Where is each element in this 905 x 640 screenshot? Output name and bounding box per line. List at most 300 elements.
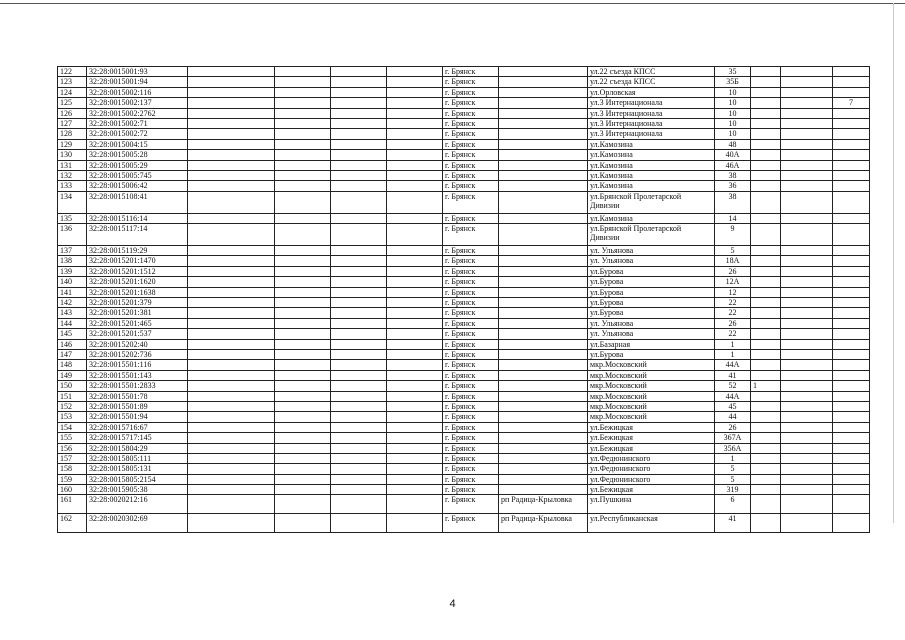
house-number-cell: 26 bbox=[715, 318, 751, 328]
row-number-cell: 152 bbox=[58, 401, 87, 411]
extra-cell bbox=[833, 108, 870, 118]
empty-cell bbox=[188, 213, 275, 223]
extra-cell bbox=[833, 77, 870, 87]
row-number-cell: 130 bbox=[58, 150, 87, 160]
row-number-cell: 128 bbox=[58, 129, 87, 139]
city-cell: г. Брянск bbox=[443, 287, 499, 297]
empty-cell bbox=[275, 118, 331, 128]
empty-cell bbox=[331, 298, 387, 308]
empty-cell bbox=[188, 412, 275, 422]
empty-cell bbox=[387, 98, 443, 108]
extra-cell bbox=[751, 485, 781, 495]
empty-cell bbox=[387, 108, 443, 118]
city-cell: г. Брянск bbox=[443, 318, 499, 328]
table-row bbox=[58, 224, 870, 246]
house-number-cell: 5 bbox=[715, 474, 751, 484]
locality-cell bbox=[499, 474, 588, 484]
empty-cell bbox=[275, 108, 331, 118]
locality-cell bbox=[499, 287, 588, 297]
house-number-cell: 41 bbox=[715, 514, 751, 533]
empty-cell bbox=[275, 453, 331, 463]
empty-cell bbox=[781, 139, 833, 149]
empty-cell bbox=[275, 381, 331, 391]
street-cell: мкр.Московский bbox=[588, 391, 715, 401]
empty-cell bbox=[387, 360, 443, 370]
empty-cell bbox=[275, 308, 331, 318]
empty-cell bbox=[387, 443, 443, 453]
cadastral-number-cell: 32:28:0015804:29 bbox=[87, 443, 188, 453]
empty-cell bbox=[188, 308, 275, 318]
empty-cell bbox=[331, 160, 387, 170]
house-number-cell: 40А bbox=[715, 150, 751, 160]
city-cell: г. Брянск bbox=[443, 443, 499, 453]
street-cell: ул.Бурова bbox=[588, 287, 715, 297]
empty-cell bbox=[275, 401, 331, 411]
extra-cell bbox=[751, 129, 781, 139]
cadastral-number-cell: 32:28:0015201:379 bbox=[87, 298, 188, 308]
locality-cell bbox=[499, 266, 588, 276]
city-cell: г. Брянск bbox=[443, 381, 499, 391]
extra-cell bbox=[833, 129, 870, 139]
table-row bbox=[58, 360, 870, 370]
house-number-cell: 18А bbox=[715, 256, 751, 266]
empty-cell bbox=[331, 453, 387, 463]
locality-cell bbox=[499, 360, 588, 370]
empty-cell bbox=[275, 170, 331, 180]
extra-cell bbox=[833, 213, 870, 223]
city-cell: г. Брянск bbox=[443, 422, 499, 432]
street-cell: ул.Камозина bbox=[588, 213, 715, 223]
page-number: 4 bbox=[449, 598, 456, 610]
empty-cell bbox=[331, 213, 387, 223]
city-cell: г. Брянск bbox=[443, 349, 499, 359]
row-number-cell: 143 bbox=[58, 308, 87, 318]
city-cell: г. Брянск bbox=[443, 277, 499, 287]
empty-cell bbox=[781, 298, 833, 308]
extra-cell bbox=[751, 98, 781, 108]
empty-cell bbox=[387, 433, 443, 443]
house-number-cell: 26 bbox=[715, 266, 751, 276]
empty-cell bbox=[781, 129, 833, 139]
empty-cell bbox=[188, 277, 275, 287]
empty-cell bbox=[188, 464, 275, 474]
row-number-cell: 138 bbox=[58, 256, 87, 266]
table-row bbox=[58, 108, 870, 118]
extra-cell bbox=[833, 318, 870, 328]
empty-cell bbox=[275, 339, 331, 349]
cadastral-number-cell: 32:28:0015002:72 bbox=[87, 129, 188, 139]
table-row bbox=[58, 433, 870, 443]
empty-cell bbox=[331, 514, 387, 533]
row-number-cell: 149 bbox=[58, 370, 87, 380]
street-cell: ул.Камозина bbox=[588, 150, 715, 160]
street-cell: мкр.Московский bbox=[588, 370, 715, 380]
street-cell: ул.Бежицкая bbox=[588, 422, 715, 432]
row-number-cell: 137 bbox=[58, 246, 87, 256]
house-number-cell: 44А bbox=[715, 391, 751, 401]
street-cell: ул.3 Интернационала bbox=[588, 98, 715, 108]
cadastral-number-cell: 32:28:0015117:14 bbox=[87, 224, 188, 246]
empty-cell bbox=[331, 495, 387, 514]
empty-cell bbox=[188, 318, 275, 328]
row-number-cell: 140 bbox=[58, 277, 87, 287]
extra-cell bbox=[751, 108, 781, 118]
table-body bbox=[58, 67, 870, 533]
empty-cell bbox=[331, 422, 387, 432]
city-cell: г. Брянск bbox=[443, 170, 499, 180]
empty-cell bbox=[781, 495, 833, 514]
empty-cell bbox=[387, 246, 443, 256]
row-number-cell: 122 bbox=[58, 67, 87, 77]
empty-cell bbox=[331, 443, 387, 453]
extra-cell bbox=[751, 433, 781, 443]
extra-cell bbox=[751, 370, 781, 380]
house-number-cell: 14 bbox=[715, 213, 751, 223]
house-number-cell: 22 bbox=[715, 308, 751, 318]
table-row bbox=[58, 139, 870, 149]
street-cell: ул.Бурова bbox=[588, 349, 715, 359]
city-cell: г. Брянск bbox=[443, 266, 499, 276]
locality-cell bbox=[499, 77, 588, 87]
empty-cell bbox=[331, 474, 387, 484]
table-row bbox=[58, 287, 870, 297]
empty-cell bbox=[331, 433, 387, 443]
empty-cell bbox=[331, 329, 387, 339]
empty-cell bbox=[781, 191, 833, 213]
empty-cell bbox=[781, 160, 833, 170]
cadastral-number-cell: 32:28:0015005:745 bbox=[87, 170, 188, 180]
extra-cell bbox=[833, 181, 870, 191]
cadastral-number-cell: 32:28:0015717:145 bbox=[87, 433, 188, 443]
cadastral-number-cell: 32:28:0015201:1512 bbox=[87, 266, 188, 276]
extra-cell bbox=[751, 360, 781, 370]
empty-cell bbox=[275, 443, 331, 453]
table-row bbox=[58, 67, 870, 77]
row-number-cell: 124 bbox=[58, 87, 87, 97]
extra-cell bbox=[751, 308, 781, 318]
empty-cell bbox=[188, 495, 275, 514]
empty-cell bbox=[331, 77, 387, 87]
street-cell: ул. Ульянова bbox=[588, 329, 715, 339]
empty-cell bbox=[387, 349, 443, 359]
empty-cell bbox=[781, 474, 833, 484]
locality-cell bbox=[499, 98, 588, 108]
house-number-cell: 10 bbox=[715, 118, 751, 128]
row-number-cell: 126 bbox=[58, 108, 87, 118]
extra-cell bbox=[833, 485, 870, 495]
locality-cell bbox=[499, 308, 588, 318]
empty-cell bbox=[275, 181, 331, 191]
locality-cell bbox=[499, 381, 588, 391]
table-row bbox=[58, 412, 870, 422]
locality-cell bbox=[499, 160, 588, 170]
city-cell: г. Брянск bbox=[443, 213, 499, 223]
street-cell: ул.22 съезда КПСС bbox=[588, 77, 715, 87]
locality-cell bbox=[499, 485, 588, 495]
locality-cell bbox=[499, 370, 588, 380]
empty-cell bbox=[781, 287, 833, 297]
row-number-cell: 157 bbox=[58, 453, 87, 463]
city-cell: г. Брянск bbox=[443, 339, 499, 349]
house-number-cell: 356А bbox=[715, 443, 751, 453]
extra-cell bbox=[833, 287, 870, 297]
empty-cell bbox=[275, 67, 331, 77]
cadastral-number-cell: 32:28:0015002:2762 bbox=[87, 108, 188, 118]
empty-cell bbox=[275, 360, 331, 370]
empty-cell bbox=[275, 349, 331, 359]
empty-cell bbox=[781, 485, 833, 495]
house-number-cell: 44 bbox=[715, 412, 751, 422]
empty-cell bbox=[275, 495, 331, 514]
empty-cell bbox=[331, 98, 387, 108]
empty-cell bbox=[188, 433, 275, 443]
cadastral-number-cell: 32:28:0015501:143 bbox=[87, 370, 188, 380]
empty-cell bbox=[331, 339, 387, 349]
empty-cell bbox=[275, 129, 331, 139]
empty-cell bbox=[387, 308, 443, 318]
top-border-line bbox=[0, 3, 905, 4]
extra-cell bbox=[751, 422, 781, 432]
street-cell: ул.Федюнинского bbox=[588, 474, 715, 484]
extra-cell bbox=[833, 329, 870, 339]
locality-cell bbox=[499, 108, 588, 118]
empty-cell bbox=[387, 422, 443, 432]
extra-cell bbox=[751, 443, 781, 453]
empty-cell bbox=[331, 318, 387, 328]
extra-cell bbox=[751, 224, 781, 246]
empty-cell bbox=[331, 170, 387, 180]
empty-cell bbox=[331, 139, 387, 149]
city-cell: г. Брянск bbox=[443, 224, 499, 246]
locality-cell bbox=[499, 318, 588, 328]
cadastral-number-cell: 32:28:0020212:16 bbox=[87, 495, 188, 514]
table-row bbox=[58, 453, 870, 463]
cadastral-number-cell: 32:28:0015006:42 bbox=[87, 181, 188, 191]
street-cell: ул.3 Интернационала bbox=[588, 129, 715, 139]
empty-cell bbox=[275, 150, 331, 160]
extra-cell bbox=[833, 339, 870, 349]
house-number-cell: 12 bbox=[715, 287, 751, 297]
empty-cell bbox=[781, 87, 833, 97]
empty-cell bbox=[275, 329, 331, 339]
street-cell: мкр.Московский bbox=[588, 381, 715, 391]
empty-cell bbox=[275, 433, 331, 443]
extra-cell bbox=[751, 170, 781, 180]
street-cell: ул. Ульянова bbox=[588, 256, 715, 266]
table-row bbox=[58, 77, 870, 87]
extra-cell bbox=[833, 464, 870, 474]
empty-cell bbox=[275, 160, 331, 170]
extra-cell bbox=[833, 370, 870, 380]
empty-cell bbox=[387, 298, 443, 308]
row-number-cell: 151 bbox=[58, 391, 87, 401]
empty-cell bbox=[387, 412, 443, 422]
empty-cell bbox=[188, 443, 275, 453]
table-row bbox=[58, 391, 870, 401]
empty-cell bbox=[331, 191, 387, 213]
row-number-cell: 147 bbox=[58, 349, 87, 359]
extra-cell bbox=[751, 474, 781, 484]
right-scan-edge bbox=[893, 3, 894, 523]
row-number-cell: 129 bbox=[58, 139, 87, 149]
row-number-cell: 127 bbox=[58, 118, 87, 128]
city-cell: г. Брянск bbox=[443, 98, 499, 108]
cadastral-number-cell: 32:28:0015201:381 bbox=[87, 308, 188, 318]
empty-cell bbox=[331, 401, 387, 411]
empty-cell bbox=[188, 181, 275, 191]
city-cell: г. Брянск bbox=[443, 191, 499, 213]
empty-cell bbox=[275, 318, 331, 328]
empty-cell bbox=[331, 485, 387, 495]
cadastral-number-cell: 32:28:0015805:2154 bbox=[87, 474, 188, 484]
house-number-cell: 367А bbox=[715, 433, 751, 443]
city-cell: г. Брянск bbox=[443, 246, 499, 256]
empty-cell bbox=[387, 329, 443, 339]
empty-cell bbox=[387, 77, 443, 87]
street-cell: ул.Бурова bbox=[588, 298, 715, 308]
empty-cell bbox=[781, 360, 833, 370]
empty-cell bbox=[331, 224, 387, 246]
cadastral-number-cell: 32:28:0015501:89 bbox=[87, 401, 188, 411]
city-cell: г. Брянск bbox=[443, 87, 499, 97]
row-number-cell: 154 bbox=[58, 422, 87, 432]
cadastral-number-cell: 32:28:0015501:2833 bbox=[87, 381, 188, 391]
extra-cell bbox=[751, 318, 781, 328]
extra-cell bbox=[751, 349, 781, 359]
empty-cell bbox=[331, 370, 387, 380]
locality-cell bbox=[499, 139, 588, 149]
row-number-cell: 158 bbox=[58, 464, 87, 474]
extra-cell bbox=[751, 453, 781, 463]
street-cell: ул.Бурова bbox=[588, 266, 715, 276]
locality-cell bbox=[499, 181, 588, 191]
cadastral-number-cell: 32:28:0015201:465 bbox=[87, 318, 188, 328]
empty-cell bbox=[188, 170, 275, 180]
cadastral-number-cell: 32:28:0015001:93 bbox=[87, 67, 188, 77]
empty-cell bbox=[188, 287, 275, 297]
empty-cell bbox=[387, 191, 443, 213]
extra-cell bbox=[833, 514, 870, 533]
cadastral-number-cell: 32:28:0015905:38 bbox=[87, 485, 188, 495]
empty-cell bbox=[331, 129, 387, 139]
locality-cell bbox=[499, 224, 588, 246]
locality-cell bbox=[499, 433, 588, 443]
street-cell: ул.Базарная bbox=[588, 339, 715, 349]
table-row bbox=[58, 485, 870, 495]
city-cell: г. Брянск bbox=[443, 329, 499, 339]
empty-cell bbox=[387, 277, 443, 287]
extra-cell bbox=[833, 150, 870, 160]
row-number-cell: 132 bbox=[58, 170, 87, 180]
empty-cell bbox=[188, 514, 275, 533]
empty-cell bbox=[275, 514, 331, 533]
empty-cell bbox=[188, 474, 275, 484]
extra-cell bbox=[833, 495, 870, 514]
row-number-cell: 156 bbox=[58, 443, 87, 453]
locality-cell bbox=[499, 67, 588, 77]
street-cell: ул.Орловская bbox=[588, 87, 715, 97]
row-number-cell: 161 bbox=[58, 495, 87, 514]
empty-cell bbox=[781, 277, 833, 287]
row-number-cell: 148 bbox=[58, 360, 87, 370]
empty-cell bbox=[275, 485, 331, 495]
empty-cell bbox=[387, 318, 443, 328]
table-row bbox=[58, 514, 870, 533]
empty-cell bbox=[188, 87, 275, 97]
house-number-cell: 22 bbox=[715, 329, 751, 339]
city-cell: г. Брянск bbox=[443, 108, 499, 118]
extra-cell bbox=[833, 139, 870, 149]
house-number-cell: 6 bbox=[715, 495, 751, 514]
city-cell: г. Брянск bbox=[443, 391, 499, 401]
empty-cell bbox=[331, 464, 387, 474]
empty-cell bbox=[188, 266, 275, 276]
empty-cell bbox=[387, 381, 443, 391]
cadastral-number-cell: 32:28:0015501:116 bbox=[87, 360, 188, 370]
cadastral-number-cell: 32:28:0015005:28 bbox=[87, 150, 188, 160]
extra-cell bbox=[833, 391, 870, 401]
empty-cell bbox=[275, 213, 331, 223]
house-number-cell: 38 bbox=[715, 191, 751, 213]
house-number-cell: 38 bbox=[715, 170, 751, 180]
table-row bbox=[58, 495, 870, 514]
empty-cell bbox=[331, 412, 387, 422]
empty-cell bbox=[188, 160, 275, 170]
empty-cell bbox=[781, 453, 833, 463]
empty-cell bbox=[387, 464, 443, 474]
extra-cell bbox=[751, 412, 781, 422]
locality-cell bbox=[499, 213, 588, 223]
city-cell: г. Брянск bbox=[443, 256, 499, 266]
table-row bbox=[58, 349, 870, 359]
empty-cell bbox=[781, 67, 833, 77]
row-number-cell: 125 bbox=[58, 98, 87, 108]
empty-cell bbox=[188, 349, 275, 359]
row-number-cell: 131 bbox=[58, 160, 87, 170]
street-cell: ул.Камозина bbox=[588, 160, 715, 170]
empty-cell bbox=[188, 191, 275, 213]
city-cell: г. Брянск bbox=[443, 485, 499, 495]
empty-cell bbox=[781, 256, 833, 266]
locality-cell bbox=[499, 277, 588, 287]
locality-cell bbox=[499, 464, 588, 474]
empty-cell bbox=[781, 118, 833, 128]
table-row bbox=[58, 422, 870, 432]
locality-cell bbox=[499, 170, 588, 180]
cadastral-number-cell: 32:28:0015201:537 bbox=[87, 329, 188, 339]
extra-cell bbox=[751, 67, 781, 77]
extra-cell bbox=[751, 277, 781, 287]
empty-cell bbox=[781, 391, 833, 401]
row-number-cell: 142 bbox=[58, 298, 87, 308]
empty-cell bbox=[387, 453, 443, 463]
empty-cell bbox=[387, 160, 443, 170]
extra-cell bbox=[833, 360, 870, 370]
extra-cell bbox=[833, 118, 870, 128]
table-row bbox=[58, 318, 870, 328]
locality-cell bbox=[499, 412, 588, 422]
row-number-cell: 144 bbox=[58, 318, 87, 328]
row-number-cell: 139 bbox=[58, 266, 87, 276]
street-cell: мкр.Московский bbox=[588, 412, 715, 422]
extra-cell bbox=[833, 401, 870, 411]
house-number-cell: 35 bbox=[715, 67, 751, 77]
empty-cell bbox=[275, 246, 331, 256]
extra-cell bbox=[833, 412, 870, 422]
empty-cell bbox=[387, 129, 443, 139]
house-number-cell: 46А bbox=[715, 160, 751, 170]
cadastral-number-cell: 32:28:0015002:116 bbox=[87, 87, 188, 97]
